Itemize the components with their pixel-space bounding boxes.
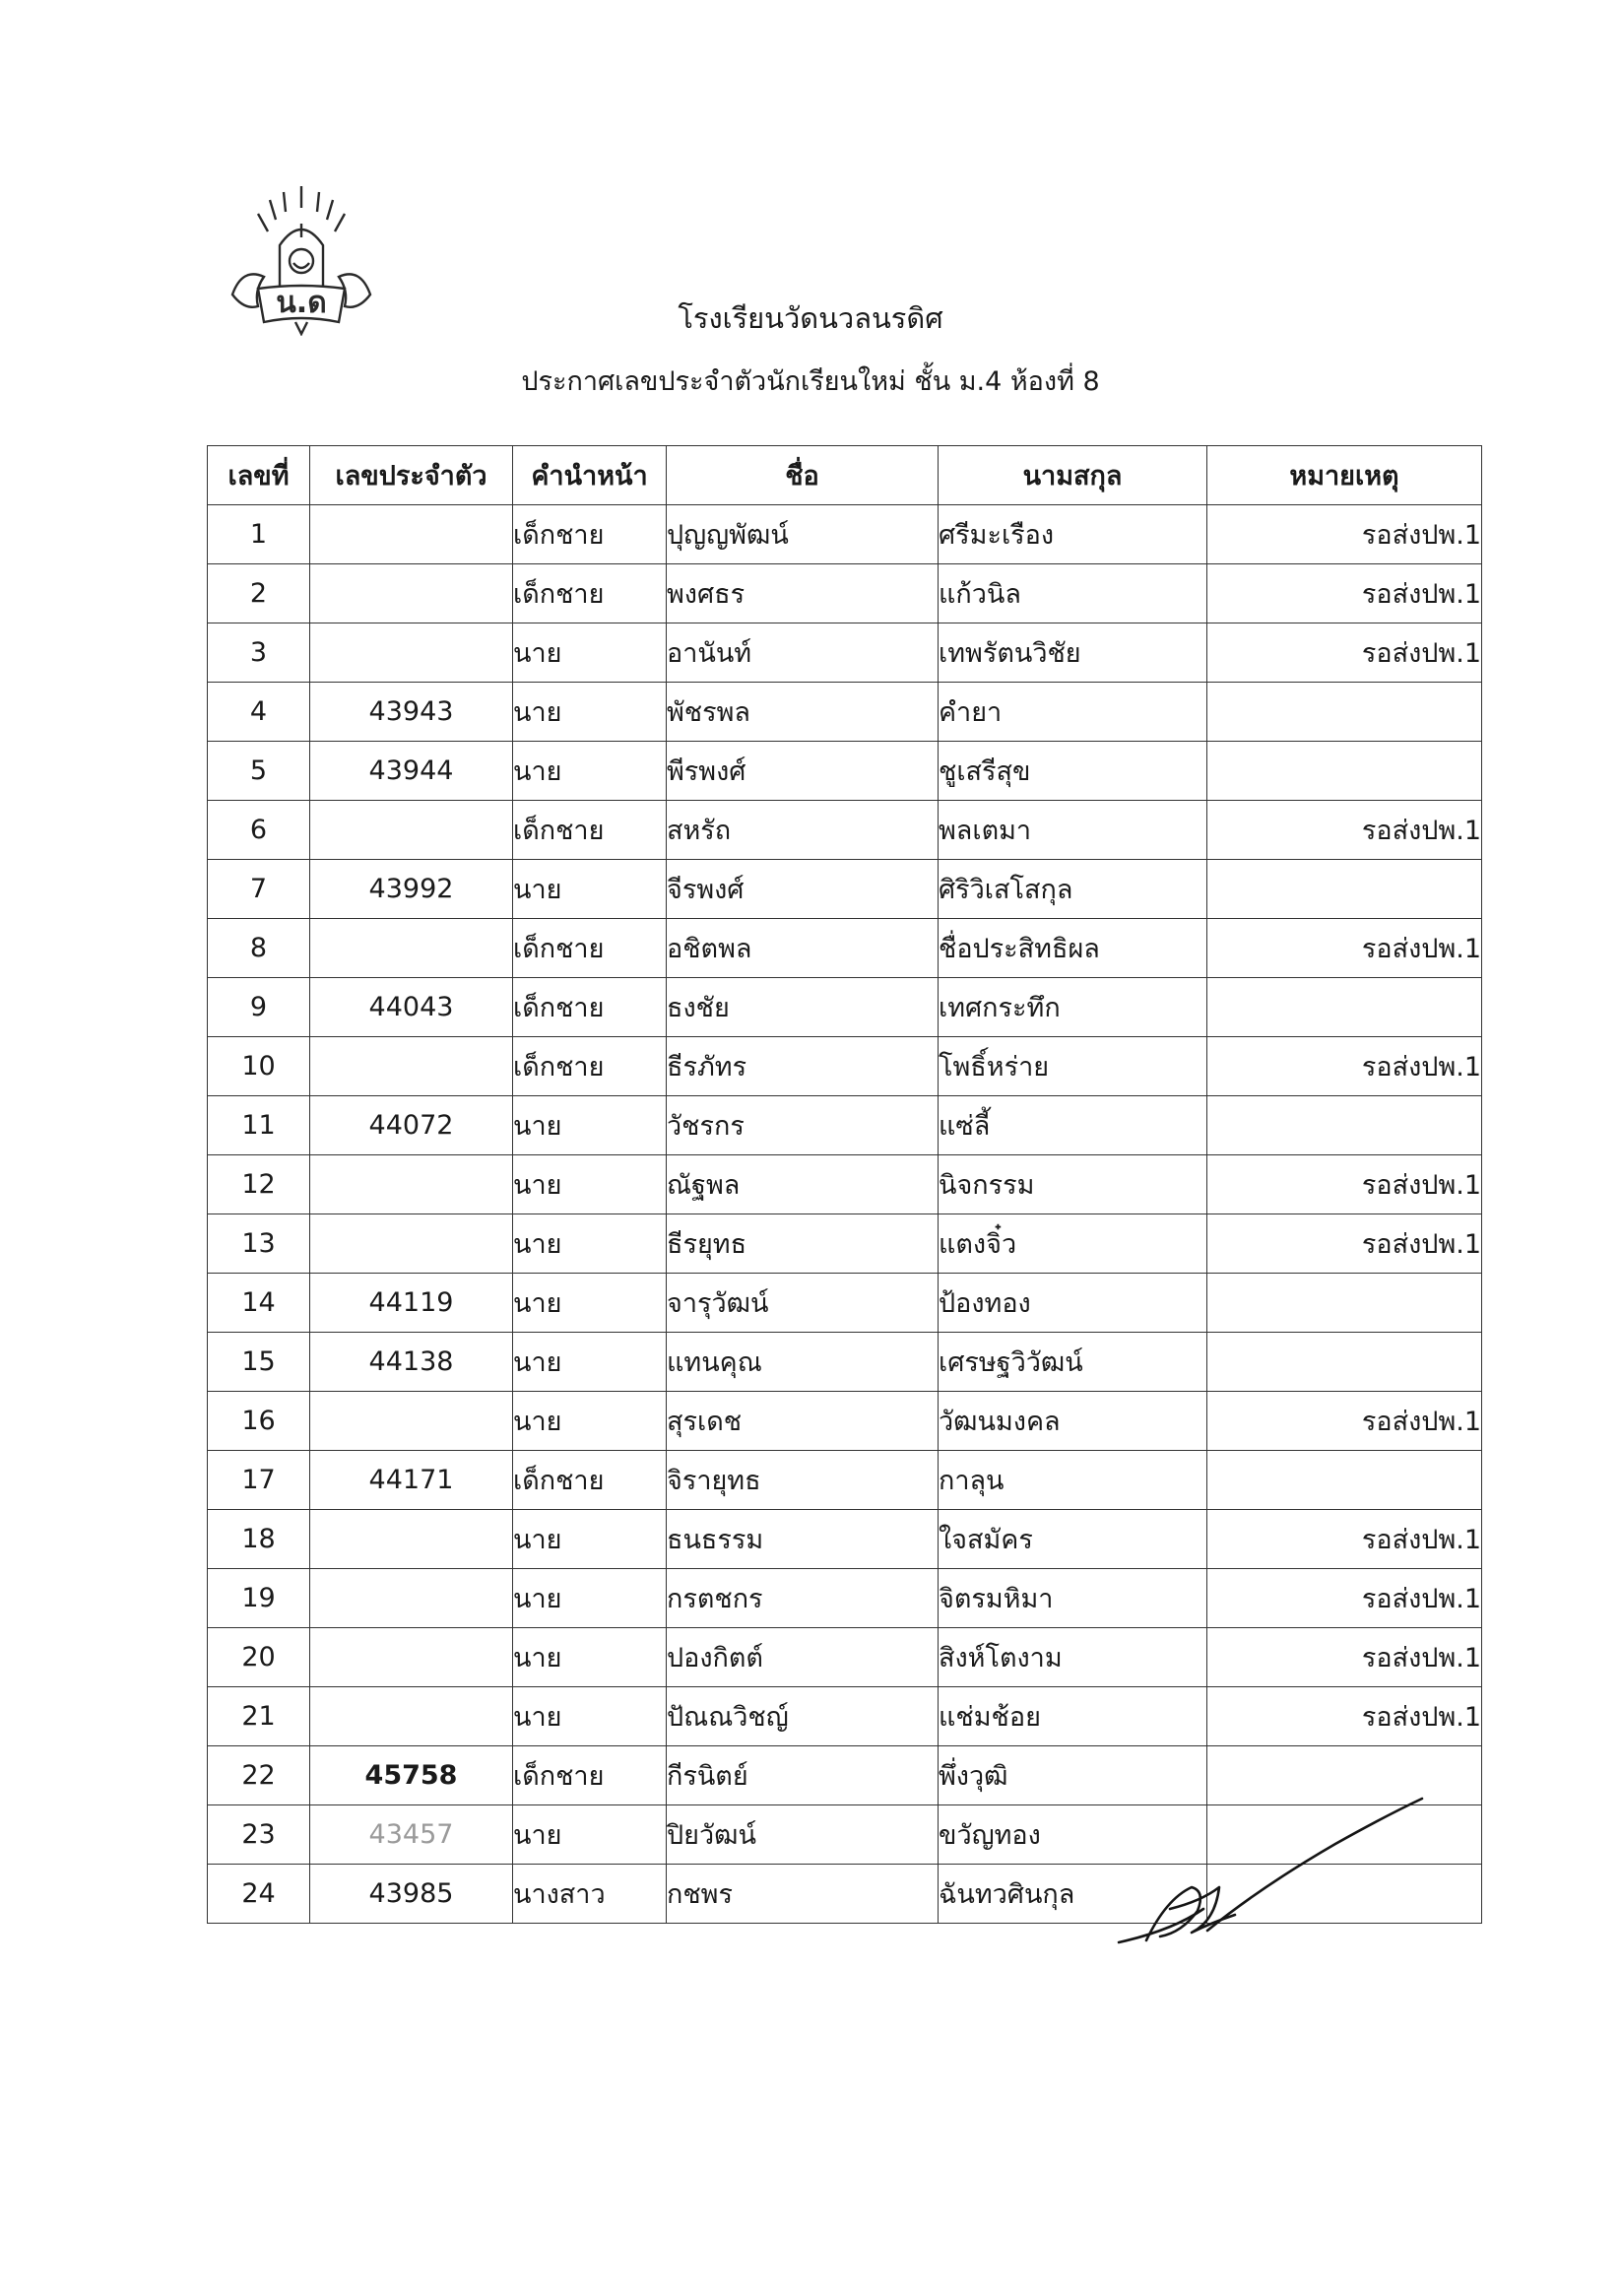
first-name-cell: พงศธร: [667, 564, 939, 623]
name-prefix-cell: นาย: [513, 683, 667, 742]
last-name-cell: จิตรมหิมา: [939, 1569, 1207, 1628]
name-prefix-cell: เด็กชาย: [513, 801, 667, 860]
student-id-cell: [310, 919, 513, 978]
table-row: [208, 505, 1482, 564]
table-row: [208, 1569, 1482, 1628]
name-prefix-cell: เด็กชาย: [513, 978, 667, 1037]
row-number-cell: 18: [208, 1510, 310, 1569]
name-prefix-cell: นาย: [513, 742, 667, 801]
note-cell: [1207, 860, 1482, 919]
name-prefix-cell: เด็กชาย: [513, 505, 667, 564]
row-number-cell: 9: [208, 978, 310, 1037]
name-prefix-cell: นาย: [513, 1214, 667, 1274]
note-cell: [1207, 1274, 1482, 1333]
student-id-cell: [310, 1214, 513, 1274]
student-id-cell: [310, 564, 513, 623]
row-number-cell: 17: [208, 1451, 310, 1510]
student-id-cell: 44119: [310, 1274, 513, 1333]
first-name-cell: พีรพงศ์: [667, 742, 939, 801]
first-name-cell: สุรเดช: [667, 1392, 939, 1451]
table-row: [208, 1155, 1482, 1214]
last-name-cell: นิจกรรม: [939, 1155, 1207, 1214]
first-name-cell: ธีรภัทร: [667, 1037, 939, 1096]
note-cell: [1207, 1333, 1482, 1392]
first-name-cell: ปิยวัฒน์: [667, 1805, 939, 1865]
note-cell: รอส่งปพ.1: [1207, 1569, 1482, 1628]
handwritten-signature-icon: [1113, 1793, 1438, 1960]
table-row: [208, 978, 1482, 1037]
student-id-cell: 43943: [310, 683, 513, 742]
student-id-cell: 43944: [310, 742, 513, 801]
row-number-cell: 5: [208, 742, 310, 801]
column-header-first-name: ชื่อ: [667, 446, 939, 505]
student-id-cell: 43985: [310, 1865, 513, 1924]
student-id-cell: [310, 1155, 513, 1214]
table-row: [208, 860, 1482, 919]
note-cell: รอส่งปพ.1: [1207, 1037, 1482, 1096]
row-number-cell: 7: [208, 860, 310, 919]
first-name-cell: กรตชกร: [667, 1569, 939, 1628]
table-row: [208, 1451, 1482, 1510]
name-prefix-cell: นาย: [513, 1805, 667, 1865]
last-name-cell: ขวัญทอง: [939, 1805, 1207, 1865]
student-id-cell: 44138: [310, 1333, 513, 1392]
emblem-lettering: น.ด: [276, 286, 327, 320]
row-number-cell: 11: [208, 1096, 310, 1155]
note-cell: รอส่งปพ.1: [1207, 1628, 1482, 1687]
row-number-cell: 14: [208, 1274, 310, 1333]
announcement-title: ประกาศเลขประจำตัวนักเรียนใหม่ ชั้น ม.4 ห้องที่ 8: [521, 366, 1100, 397]
student-id-cell: [310, 1628, 513, 1687]
table-row: [208, 1096, 1482, 1155]
name-prefix-cell: นาย: [513, 1392, 667, 1451]
last-name-cell: ศิริวิเสโสกุล: [939, 860, 1207, 919]
name-prefix-cell: นาย: [513, 1155, 667, 1214]
student-id-cell: [310, 1392, 513, 1451]
column-header-last-name: นามสกุล: [939, 446, 1207, 505]
first-name-cell: จีรพงศ์: [667, 860, 939, 919]
table-row: [208, 623, 1482, 683]
last-name-cell: วัฒนมงคล: [939, 1392, 1207, 1451]
first-name-cell: แทนคุณ: [667, 1333, 939, 1392]
last-name-cell: ชื่อประสิทธิผล: [939, 919, 1207, 978]
column-header-student-id: เลขประจำตัว: [310, 446, 513, 505]
last-name-cell: โพธิ์หร่าย: [939, 1037, 1207, 1096]
table-header-row: [208, 446, 1482, 505]
note-cell: รอส่งปพ.1: [1207, 505, 1482, 564]
row-number-cell: 8: [208, 919, 310, 978]
student-id-cell: 45758: [310, 1746, 513, 1805]
last-name-cell: แก้วนิล: [939, 564, 1207, 623]
last-name-cell: ฉันทวศินกุล: [939, 1865, 1207, 1924]
last-name-cell: พึ่งวุฒิ: [939, 1746, 1207, 1805]
note-cell: รอส่งปพ.1: [1207, 919, 1482, 978]
table-row: [208, 564, 1482, 623]
first-name-cell: สหรัถ: [667, 801, 939, 860]
student-roster-table: [207, 445, 1482, 1924]
note-cell: รอส่งปพ.1: [1207, 1392, 1482, 1451]
note-cell: รอส่งปพ.1: [1207, 623, 1482, 683]
row-number-cell: 3: [208, 623, 310, 683]
table-row: [208, 1214, 1482, 1274]
note-cell: [1207, 1451, 1482, 1510]
column-header-prefix: คำนำหน้า: [513, 446, 667, 505]
first-name-cell: ธงชัย: [667, 978, 939, 1037]
student-id-cell: [310, 801, 513, 860]
first-name-cell: ปองกิตต์: [667, 1628, 939, 1687]
table-row: [208, 919, 1482, 978]
column-header-no: เลขที่: [208, 446, 310, 505]
name-prefix-cell: เด็กชาย: [513, 1037, 667, 1096]
first-name-cell: ปัณณวิชญ์: [667, 1687, 939, 1746]
name-prefix-cell: นาย: [513, 1274, 667, 1333]
name-prefix-cell: เด็กชาย: [513, 1451, 667, 1510]
first-name-cell: ปุญญพัฒน์: [667, 505, 939, 564]
first-name-cell: จารุวัฒน์: [667, 1274, 939, 1333]
last-name-cell: ชูเสรีสุข: [939, 742, 1207, 801]
row-number-cell: 15: [208, 1333, 310, 1392]
first-name-cell: พัชรพล: [667, 683, 939, 742]
last-name-cell: เทศกระทึก: [939, 978, 1207, 1037]
table-row: [208, 1392, 1482, 1451]
row-number-cell: 21: [208, 1687, 310, 1746]
last-name-cell: ศรีมะเรือง: [939, 505, 1207, 564]
student-id-cell: [310, 623, 513, 683]
last-name-cell: แซ่ลี้: [939, 1096, 1207, 1155]
row-number-cell: 16: [208, 1392, 310, 1451]
table-row: [208, 1510, 1482, 1569]
student-id-cell: [310, 1510, 513, 1569]
student-id-cell: 43457: [310, 1805, 513, 1865]
last-name-cell: แช่มช้อย: [939, 1687, 1207, 1746]
student-id-cell: [310, 1037, 513, 1096]
student-id-cell: 44072: [310, 1096, 513, 1155]
column-header-note: หมายเหตุ: [1207, 446, 1482, 505]
name-prefix-cell: เด็กชาย: [513, 564, 667, 623]
row-number-cell: 12: [208, 1155, 310, 1214]
note-cell: รอส่งปพ.1: [1207, 564, 1482, 623]
first-name-cell: อานันท์: [667, 623, 939, 683]
last-name-cell: แตงจิ๋ว: [939, 1214, 1207, 1274]
note-cell: รอส่งปพ.1: [1207, 1510, 1482, 1569]
table-row: [208, 742, 1482, 801]
table-row: [208, 801, 1482, 860]
table-row: [208, 1628, 1482, 1687]
table-row: [208, 1333, 1482, 1392]
name-prefix-cell: เด็กชาย: [513, 1746, 667, 1805]
row-number-cell: 6: [208, 801, 310, 860]
name-prefix-cell: นาย: [513, 860, 667, 919]
note-cell: รอส่งปพ.1: [1207, 1214, 1482, 1274]
row-number-cell: 10: [208, 1037, 310, 1096]
table-row: [208, 1274, 1482, 1333]
name-prefix-cell: นาย: [513, 1510, 667, 1569]
last-name-cell: กาลุน: [939, 1451, 1207, 1510]
row-number-cell: 2: [208, 564, 310, 623]
name-prefix-cell: นาย: [513, 623, 667, 683]
name-prefix-cell: นาย: [513, 1096, 667, 1155]
table-row: [208, 683, 1482, 742]
first-name-cell: อชิตพล: [667, 919, 939, 978]
row-number-cell: 24: [208, 1865, 310, 1924]
table-row: [208, 1687, 1482, 1746]
note-cell: [1207, 683, 1482, 742]
note-cell: รอส่งปพ.1: [1207, 1687, 1482, 1746]
row-number-cell: 23: [208, 1805, 310, 1865]
table-row: [208, 1037, 1482, 1096]
name-prefix-cell: นาย: [513, 1687, 667, 1746]
row-number-cell: 13: [208, 1214, 310, 1274]
last-name-cell: ป้องทอง: [939, 1274, 1207, 1333]
last-name-cell: สิงห์โตงาม: [939, 1628, 1207, 1687]
student-id-cell: 44171: [310, 1451, 513, 1510]
first-name-cell: ณัฐพล: [667, 1155, 939, 1214]
last-name-cell: เทพรัตนวิชัย: [939, 623, 1207, 683]
student-id-cell: [310, 1569, 513, 1628]
note-cell: รอส่งปพ.1: [1207, 801, 1482, 860]
note-cell: [1207, 742, 1482, 801]
row-number-cell: 20: [208, 1628, 310, 1687]
last-name-cell: เศรษฐวิวัฒน์: [939, 1333, 1207, 1392]
last-name-cell: พลเตมา: [939, 801, 1207, 860]
name-prefix-cell: นาย: [513, 1333, 667, 1392]
first-name-cell: กชพร: [667, 1865, 939, 1924]
name-prefix-cell: นาย: [513, 1569, 667, 1628]
school-name: โรงเรียนวัดนวลนรดิศ: [678, 301, 943, 335]
last-name-cell: คำยา: [939, 683, 1207, 742]
row-number-cell: 22: [208, 1746, 310, 1805]
name-prefix-cell: นางสาว: [513, 1865, 667, 1924]
first-name-cell: จิรายุทธ: [667, 1451, 939, 1510]
student-id-cell: 44043: [310, 978, 513, 1037]
first-name-cell: ธีรยุทธ: [667, 1214, 939, 1274]
note-cell: [1207, 978, 1482, 1037]
row-number-cell: 19: [208, 1569, 310, 1628]
last-name-cell: ใจสมัคร: [939, 1510, 1207, 1569]
student-id-cell: 43992: [310, 860, 513, 919]
first-name-cell: ธนธรรม: [667, 1510, 939, 1569]
note-cell: รอส่งปพ.1: [1207, 1155, 1482, 1214]
name-prefix-cell: เด็กชาย: [513, 919, 667, 978]
first-name-cell: กีรนิตย์: [667, 1746, 939, 1805]
row-number-cell: 1: [208, 505, 310, 564]
student-id-cell: [310, 1687, 513, 1746]
note-cell: [1207, 1096, 1482, 1155]
row-number-cell: 4: [208, 683, 310, 742]
first-name-cell: วัชรกร: [667, 1096, 939, 1155]
name-prefix-cell: นาย: [513, 1628, 667, 1687]
student-id-cell: [310, 505, 513, 564]
